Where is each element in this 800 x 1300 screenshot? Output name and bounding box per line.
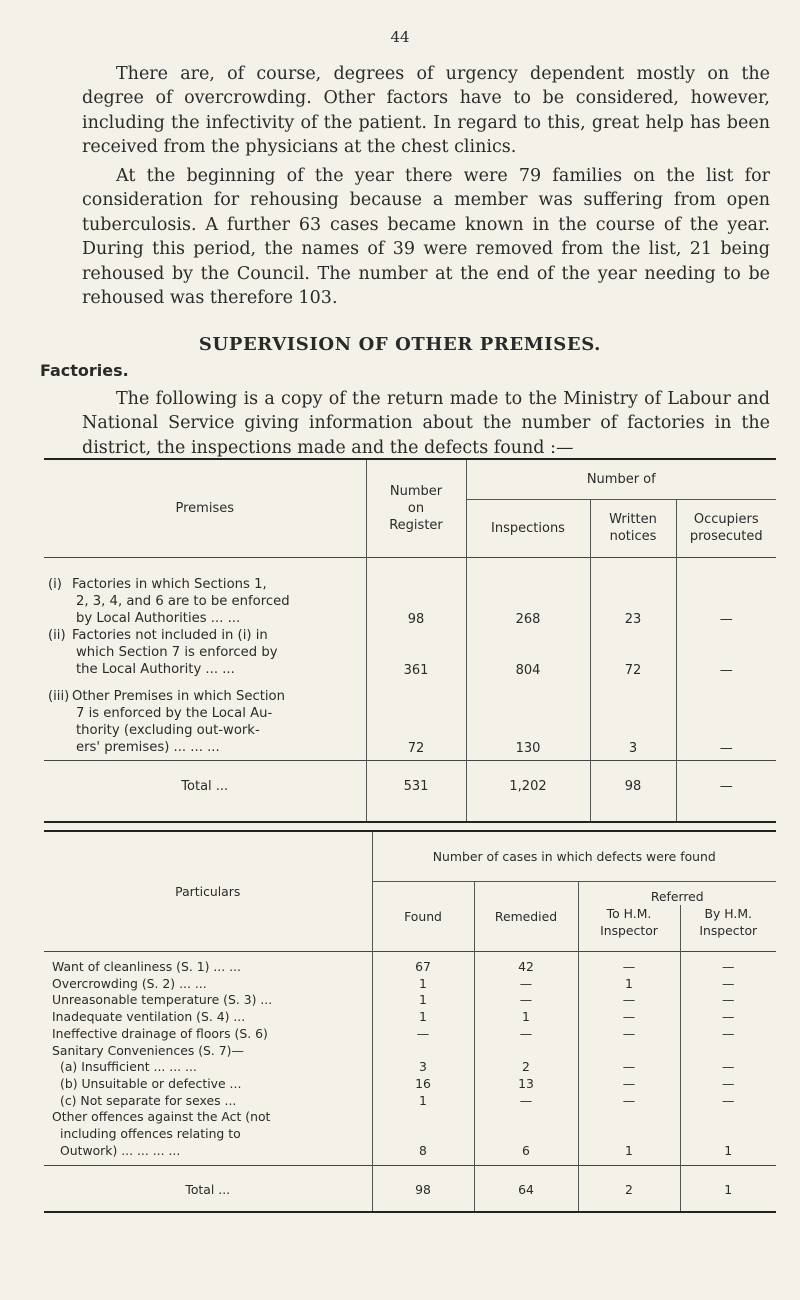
cell-to-hm: — (578, 1059, 680, 1076)
cell-found: 1 (372, 1093, 474, 1110)
premises-line: 7 is enforced by the Local Au- (76, 705, 273, 721)
particulars-label: Unreasonable temperature (S. 3) ... (44, 992, 372, 1009)
table-row (44, 959, 776, 976)
particulars-label: Want of cleanliness (S. 1) ... ... (44, 959, 372, 976)
header-register (366, 459, 466, 557)
cell-found: 1 (372, 976, 474, 993)
factories-table (44, 458, 776, 823)
intro-paragraph-text: The following is a copy of the return made to the Ministry of Labour and National Service giving information about the number of factories in the district, the inspections made and the defects found :— (82, 389, 770, 458)
particulars-label: Ineffective drainage of floors (S. 6) (44, 1026, 372, 1043)
cell-remedied: 2 (474, 1059, 578, 1076)
table-row (44, 1059, 776, 1076)
premises-line: ers' premises) ... ... ... (76, 739, 220, 755)
table-row (44, 1076, 776, 1093)
table-row (44, 976, 776, 993)
header-number-of-cases: Number of cases in which defects were found (372, 831, 776, 881)
premises-line: which Section 7 is enforced by (76, 645, 278, 660)
cell-to-hm (578, 1126, 680, 1143)
total-register: 531 (366, 760, 466, 822)
cell-by-hm (680, 1109, 776, 1126)
cell-remedied: — (474, 976, 578, 993)
total-occupiers-prosecuted: — (676, 760, 776, 822)
cell-to-hm: — (578, 959, 680, 976)
cell-found (372, 1043, 474, 1060)
premises-line: Other Premises in which Section (72, 688, 285, 704)
cell-found: 1 (372, 992, 474, 1009)
cell-by-hm: — (722, 1092, 735, 1108)
table-row (44, 678, 776, 760)
total-row (44, 760, 776, 822)
defects-table (44, 830, 776, 1213)
premises-line: the Local Authority ... ... (76, 662, 235, 677)
table-row (44, 1109, 776, 1126)
cell-by-hm: — (722, 1009, 735, 1025)
total-row (44, 1166, 776, 1212)
cell-inspections: 804 (466, 627, 590, 678)
total-remedied: 64 (474, 1166, 578, 1212)
section-heading: SUPERVISION OF OTHER PREMISES. (198, 334, 602, 355)
cell-found: 1 (372, 1009, 474, 1026)
total-label: Total ... (44, 760, 366, 822)
premises-line: 2, 3, 4, and 6 are to be enforced (76, 594, 290, 609)
header-premises: Premises (44, 459, 366, 557)
particulars-label: Overcrowding (S. 2) ... ... (44, 976, 372, 993)
cell-remedied: — (474, 1093, 578, 1110)
cell-occupiers-prosecuted: — (719, 612, 733, 627)
header-inspections: Inspections (466, 499, 590, 557)
cell-to-hm (578, 1109, 680, 1126)
header-to-hm-inspector-text: To H.M. Inspector (600, 906, 658, 938)
cell-to-hm: — (578, 1076, 680, 1093)
total-by-hm: 1 (680, 1166, 776, 1212)
cell-found: 16 (372, 1076, 474, 1093)
row-number: (ii) (48, 628, 66, 643)
header-particulars: Particulars (44, 831, 372, 951)
header-occupiers-prosecuted (676, 499, 776, 557)
premises-line: by Local Authorities ... ... (76, 611, 241, 626)
paragraph-urgency (82, 62, 770, 160)
cell-to-hm: 1 (578, 1143, 680, 1166)
table-row (44, 1143, 776, 1166)
paragraph-tuberculosis (82, 164, 770, 310)
header-register-text: Number on Register (389, 483, 443, 533)
cell-by-hm: — (722, 992, 735, 1008)
cell-found (372, 1109, 474, 1126)
cell-remedied: 1 (474, 1009, 578, 1026)
cell-by-hm: — (722, 975, 735, 991)
cell-found (372, 1126, 474, 1143)
particulars-label: Inadequate ventilation (S. 4) ... (44, 1009, 372, 1026)
header-found: Found (372, 881, 474, 951)
premises-line: thority (excluding out-work- (76, 722, 260, 738)
table-row (44, 1043, 776, 1060)
cell-remedied: — (474, 1026, 578, 1043)
page-number: 44 (390, 28, 410, 46)
cell-by-hm (680, 1126, 776, 1143)
cell-found: 8 (372, 1143, 474, 1166)
particulars-label: Outwork) ... ... ... ... (44, 1143, 372, 1166)
table-row (44, 1009, 776, 1026)
cell-written-notices: 23 (590, 557, 676, 627)
cell-to-hm: — (578, 1026, 680, 1043)
cell-remedied: 13 (474, 1076, 578, 1093)
total-inspections: 1,202 (466, 760, 590, 822)
header-referred: Referred (650, 889, 704, 904)
header-written-notices-text: Written notices (609, 512, 657, 544)
row-number: (i) (48, 577, 62, 592)
cell-to-hm (578, 1043, 680, 1060)
cell-remedied: 6 (474, 1143, 578, 1166)
cell-written-notices: 3 (590, 678, 676, 760)
paragraph-tuberculosis-text: At the beginning of the year there were 79 families on the list for consideration for rehousing because a member was suffering from open tuberculosis. A further 63 cases became known in the course of the year. During this period, the names of 39 were removed from the list, 21 being rehoused by the Council. The number at the end of the year needing to be rehoused was therefore 103. (82, 166, 770, 309)
cell-occupiers-prosecuted: — (719, 740, 733, 756)
intro-paragraph (82, 387, 770, 460)
header-number-of: Number of (466, 459, 776, 499)
header-occupiers-prosecuted-text: Occupiers prosecuted (689, 512, 763, 544)
cell-remedied (474, 1043, 578, 1060)
cell-by-hm: — (722, 959, 735, 974)
header-written-notices (590, 499, 676, 557)
cell-by-hm (680, 1043, 776, 1060)
cell-remedied: — (474, 992, 578, 1009)
particulars-label: (b) Unsuitable or defective ... (44, 1076, 372, 1093)
table-row (44, 1026, 776, 1043)
cell-by-hm: — (722, 1075, 735, 1091)
cell-found: 3 (372, 1059, 474, 1076)
cell-by-hm: — (722, 1059, 735, 1075)
cell-by-hm: — (722, 1025, 735, 1041)
particulars-label: Sanitary Conveniences (S. 7)— (44, 1043, 372, 1060)
cell-found: — (372, 1026, 474, 1043)
particulars-label: including offences relating to (44, 1126, 372, 1143)
premises-line: Factories not included in (i) in (72, 628, 268, 643)
table-row (44, 627, 776, 678)
total-to-hm: 2 (578, 1166, 680, 1212)
cell-remedied (474, 1109, 578, 1126)
premises-label (44, 627, 366, 678)
total-written-notices: 98 (590, 760, 676, 822)
cell-to-hm: — (578, 1093, 680, 1110)
cell-remedied (474, 1126, 578, 1143)
particulars-label: Other offences against the Act (not (44, 1109, 372, 1126)
cell-found: 67 (372, 959, 474, 976)
particulars-label: (c) Not separate for sexes ... (44, 1093, 372, 1110)
cell-remedied: 42 (474, 959, 578, 976)
premises-label (44, 557, 366, 627)
cell-register: 72 (366, 678, 466, 760)
cell-to-hm: 1 (578, 976, 680, 993)
premises-label (44, 678, 366, 760)
cell-to-hm: — (578, 1009, 680, 1026)
cell-register: 98 (366, 557, 466, 627)
cell-inspections: 130 (466, 678, 590, 760)
header-to-hm-inspector (578, 905, 680, 951)
total-label: Total ... (44, 1166, 372, 1212)
cell-written-notices: 72 (590, 627, 676, 678)
cell-register: 361 (366, 627, 466, 678)
subheading-factories: Factories. (40, 361, 129, 380)
table-row (44, 1126, 776, 1143)
cell-occupiers-prosecuted: — (719, 663, 733, 678)
header-remedied: Remedied (474, 881, 578, 951)
particulars-label: (a) Insufficient ... ... ... (44, 1059, 372, 1076)
table-row (44, 557, 776, 627)
cell-by-hm: 1 (724, 1142, 733, 1158)
table-row (44, 1093, 776, 1110)
cell-inspections: 268 (466, 557, 590, 627)
total-found: 98 (372, 1166, 474, 1212)
premises-line: Factories in which Sections 1, (72, 577, 267, 592)
table-row (44, 992, 776, 1009)
header-by-hm-inspector (680, 905, 776, 951)
row-number: (iii) (48, 688, 70, 704)
paragraph-urgency-text: There are, of course, degrees of urgency dependent mostly on the degree of overcrowding. Other factors have to be considered, however, including the infectivity of the patient. In regard to this, great help has been received from the physicians at the chest clinics. (82, 64, 770, 158)
header-by-hm-inspector-text: By H.M. Inspector (699, 906, 758, 938)
cell-to-hm: — (578, 992, 680, 1009)
